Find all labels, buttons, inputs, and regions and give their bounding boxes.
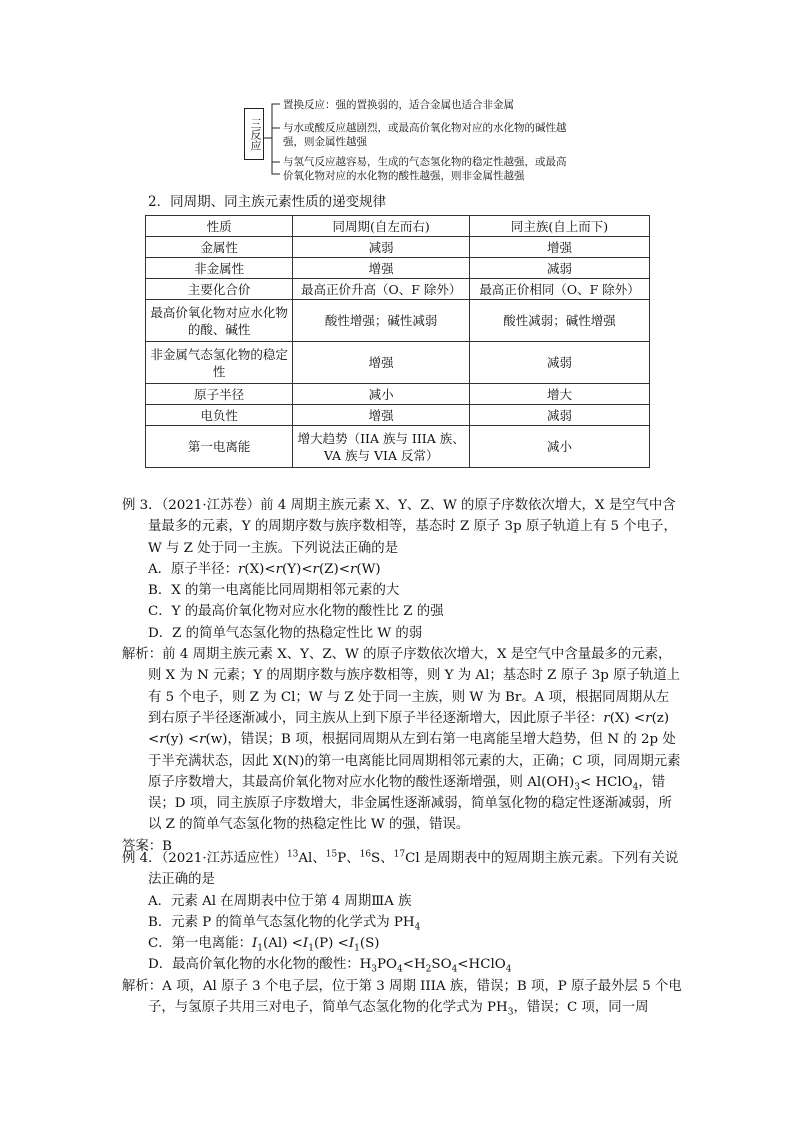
table-row [146,426,650,468]
table-row [146,237,650,258]
table-cell: 主要化合价 [146,279,293,300]
diagram-line-1: 置换反应：强的置换弱的，适合金属也适合非金属 [283,99,514,111]
table-cell: 酸性减弱；碱性增强 [470,300,650,342]
table-cell: 减弱 [470,258,650,279]
brace-icon [262,96,284,180]
table-cell: 非金属性 [146,258,293,279]
table-row [146,342,650,384]
table-cell: 金属性 [146,237,293,258]
properties-table [145,215,650,468]
table-cell: 增强 [293,405,470,426]
table-cell: 增大 [470,384,650,405]
table-cell: 非金属气态氢化物的稳定性 [146,342,293,384]
table-cell: 增强 [293,258,470,279]
table-header-cell: 同主族(自上而下) [470,216,650,237]
table-row [146,300,650,342]
table-cell: 增强 [470,237,650,258]
table-header-row [146,216,650,237]
table-cell: 电负性 [146,405,293,426]
example-3-option-b: B．X 的第一电离能比同周期相邻元素的大 [148,583,400,599]
table-row [146,279,650,300]
table-row [146,405,650,426]
example-3-option-c: C．Y 的最高价氧化物对应水化物的酸性比 Z 的强 [148,604,444,620]
table-cell: 第一电离能 [146,426,293,468]
example-3-option-d: D．Z 的简单气态氢化物的热稳定性比 W 的弱 [148,625,423,641]
example-3 [122,495,682,857]
table-header-cell: 同周期(自左而右) [293,216,470,237]
diagram-label: 三反应 [244,108,264,160]
example-4-stem: 例 4．（2021·江苏适应性）$^{13}$Al、$^{15}$P、$^{16}$S、$^{17}$Cl 是周期表中的短周期主族元素。下列有关说法正确的是 [122,849,679,888]
example-4-option-b: B．元素 P 的简单气态氢化物的化学式为 $PH_4$ [148,914,421,933]
table-cell: 减弱 [470,405,650,426]
example-3-answer: 答案：B [122,838,173,854]
diagram-line-3: 与氢气反应越容易，生成的气态氢化物的稳定性越强，或最高价氧化物对应的水化物的酸性越强，则非金属性越强 [283,156,567,182]
diagram-line-2: 与水或酸反应越剧烈，或最高价氧化物对应的水化物的碱性越强，则金属性越强 [283,122,567,148]
example-3-analysis: 解析：前 4 周期主族元素 X、Y、Z、W 的原子序数依次增大，X 是空气中含量最多的元素，则 X 为 N 元素；Y 的周期序数与族序数相等，则 Y 为 Al；基态时 Z 原子 3p 原子轨道上有 5 个电子，则 Z 为 Cl；W 与 Z 处于同一主族，则 W 为 Br。A 项，根据同周期从左到右原子半径逐渐减小，同主族从上到下原子半径逐渐增大，因此原子半径：r(X) <r(z) <r(y) <r(w)，错误；B 项，根据同周期从左到右第一电离能呈增大趋势，但 N 的 2p 处于半充满状态，因此 X(N)的第一电离能比同周期相邻元素的大，正确；C 项，同周期元素原子序数增大，其最高价氧化物对应水化物的酸性逐渐增强，则 $Al(OH)_3<$ HClO$_4$，错误；D 项，同主族原子序数增大，非金属性逐渐减弱，简单氢化物的稳定性逐渐减弱，所以 Z 的简单气态氢化物的热稳定性比 W 的强，错误。 [122,647,681,833]
example-3-stem: 例 3．（2021·江苏卷）前 4 周期主族元素 X、Y、Z、W 的原子序数依次增大，X 是空气中含量最多的元素，Y 的周期序数与族序数相等，基态时 Z 原子 3p 原子轨道上有 5 个电子，W 与 Z 处于同一主族。下列说法正确的是 [122,498,677,556]
table-cell: 酸性增强；碱性减弱 [293,300,470,342]
table-cell: 增大趋势（IIA 族与 IIIA 族、VA 族与 VIA 反常） [293,426,470,468]
example-4-analysis: 解析：A 项，Al 原子 3 个电子层，位于第 3 周期 IIIA 族，错误；B 项，P 原子最外层 5 个电子，与氢原子共用三对电子，简单气态氢化物的化学式为 $PH_3$，错误；C 项，同一周 [122,978,682,1018]
example-4 [122,848,682,1018]
table-header-cell: 性质 [146,216,293,237]
table-cell: 最高正价升高（O、F 除外） [293,279,470,300]
table-cell: 减弱 [470,342,650,384]
table-cell: 减弱 [293,237,470,258]
table-cell: 减小 [470,426,650,468]
table-cell: 减小 [293,384,470,405]
table-row [146,384,650,405]
table-cell: 最高正价相同（O、F 除外） [470,279,650,300]
example-4-option-a: A．元素 Al 在周期表中位于第 4 周期ⅢA 族 [148,893,412,909]
table-row [146,258,650,279]
table-cell: 最高价氧化物对应水化物的酸、碱性 [146,300,293,342]
example-4-option-d: D．最高价氧化物的水化物的酸性：$H_3PO_4<H_2SO_4<HClO_4$ [148,957,512,976]
table-cell: 增强 [293,342,470,384]
table-cell: 原子半径 [146,384,293,405]
example-3-option-a: A．原子半径：r(X)<r(Y)<r(Z)<r(W) [148,561,381,577]
example-4-option-c: C．第一电离能：$I_1(Al) <I_1(P) <I_1(S)$ [148,936,380,954]
section-title: 2．同周期、同主族元素性质的递变规律 [148,194,387,210]
